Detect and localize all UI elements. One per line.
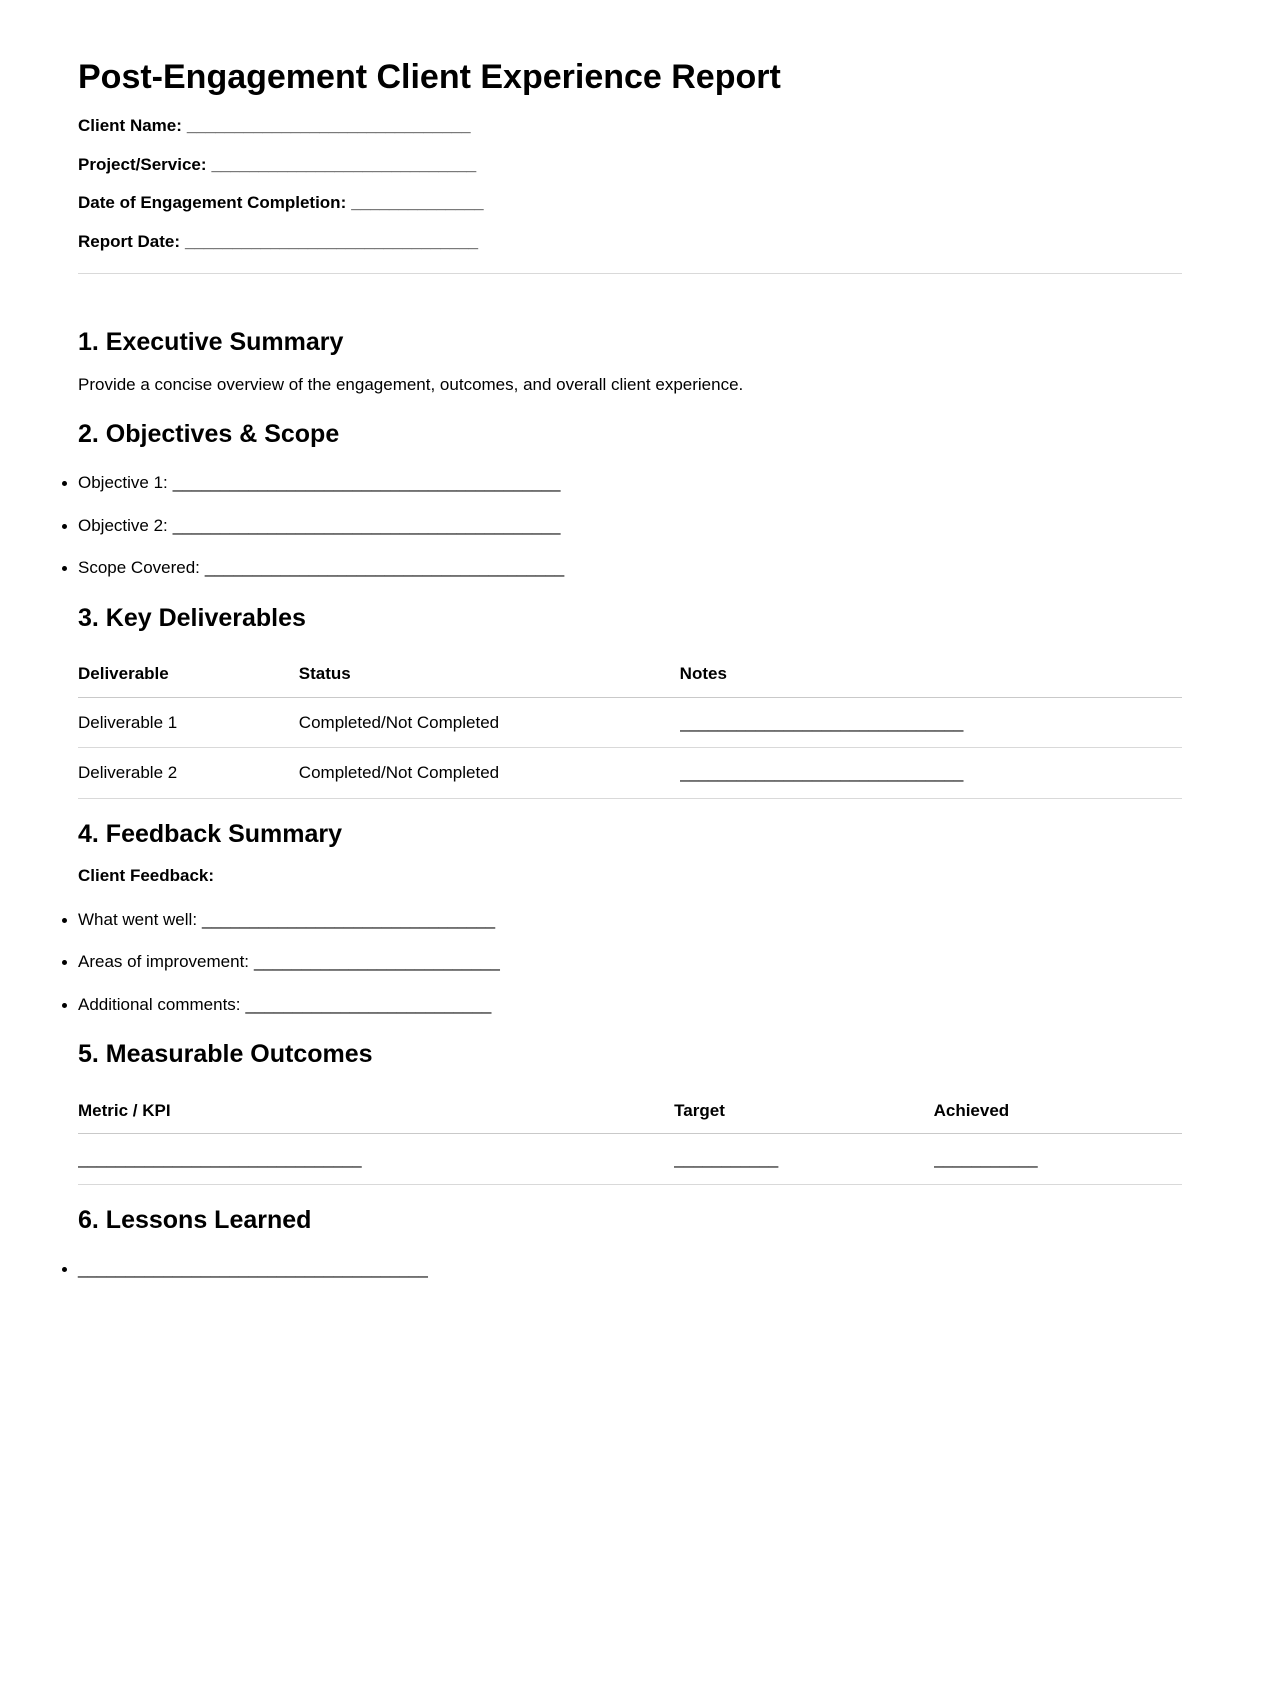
column-header-target: Target bbox=[674, 1087, 933, 1134]
list-item-objective-2 bbox=[78, 516, 1182, 536]
field-project-service bbox=[78, 155, 1182, 175]
deliverable-1-notes-blank: ______________________________ bbox=[680, 697, 1182, 748]
additional-comments-blank: __________________________ bbox=[245, 994, 492, 1014]
scope-covered-blank: ______________________________________ bbox=[204, 558, 565, 578]
additional-comments-label: Additional comments: bbox=[78, 994, 241, 1014]
column-header-notes: Notes bbox=[680, 650, 1182, 697]
column-header-achieved: Achieved bbox=[934, 1087, 1182, 1134]
field-engagement-completion-date-blank: ______________ bbox=[351, 193, 484, 213]
list-item-areas-of-improvement bbox=[78, 952, 1182, 972]
deliverable-2-notes-blank: ______________________________ bbox=[680, 748, 1182, 799]
field-project-service-blank: ____________________________ bbox=[211, 154, 477, 174]
section-divider bbox=[78, 273, 1182, 274]
client-feedback-label: Client Feedback: bbox=[78, 866, 215, 886]
objective-1-label: Objective 1: bbox=[78, 473, 168, 493]
field-client-name-label: Client Name: bbox=[78, 116, 182, 136]
areas-of-improvement-blank: __________________________ bbox=[254, 952, 500, 972]
objective-1-blank: _________________________________________ bbox=[172, 473, 561, 493]
measurable-outcomes-table bbox=[78, 1087, 1182, 1185]
target-blank: ___________ bbox=[674, 1134, 933, 1185]
table-header-row bbox=[78, 650, 1182, 697]
heading-executive-summary: 1. Executive Summary bbox=[78, 328, 344, 357]
column-header-deliverable: Deliverable bbox=[78, 650, 299, 697]
table-row bbox=[78, 748, 1182, 799]
field-client-name bbox=[78, 116, 1182, 136]
page-title: Post-Engagement Client Experience Report bbox=[78, 58, 781, 96]
heading-feedback-summary: 4. Feedback Summary bbox=[78, 819, 343, 848]
field-client-name-blank: ______________________________ bbox=[186, 116, 471, 136]
metric-kpi-blank: ______________________________ bbox=[78, 1134, 674, 1185]
field-report-date-label: Report Date: bbox=[78, 231, 181, 251]
objectives-scope-list bbox=[78, 473, 1182, 578]
table-header-row bbox=[78, 1087, 1182, 1134]
areas-of-improvement-label: Areas of improvement: bbox=[78, 952, 250, 972]
deliverable-1-name: Deliverable 1 bbox=[78, 697, 299, 748]
key-deliverables-table bbox=[78, 650, 1182, 799]
list-item-objective-1 bbox=[78, 473, 1182, 493]
deliverable-2-name: Deliverable 2 bbox=[78, 748, 299, 799]
table-row bbox=[78, 1134, 1182, 1185]
achieved-blank: ___________ bbox=[934, 1134, 1182, 1185]
lessons-learned-list bbox=[78, 1259, 1182, 1279]
field-report-date-blank: _______________________________ bbox=[185, 231, 479, 251]
field-report-date bbox=[78, 232, 1182, 252]
heading-objectives-scope: 2. Objectives & Scope bbox=[78, 420, 340, 449]
list-item-what-went-well bbox=[78, 910, 1182, 930]
heading-key-deliverables: 3. Key Deliverables bbox=[78, 603, 306, 632]
table-row bbox=[78, 697, 1182, 748]
deliverable-1-status: Completed/Not Completed bbox=[299, 697, 680, 748]
field-engagement-completion-date-label: Date of Engagement Completion: bbox=[78, 193, 347, 213]
column-header-status: Status bbox=[299, 650, 680, 697]
field-project-service-label: Project/Service: bbox=[78, 154, 207, 174]
what-went-well-label: What went well: bbox=[78, 909, 198, 929]
list-item-lesson bbox=[78, 1259, 1182, 1279]
list-item-additional-comments bbox=[78, 995, 1182, 1015]
heading-measurable-outcomes: 5. Measurable Outcomes bbox=[78, 1040, 373, 1069]
column-header-metric-kpi: Metric / KPI bbox=[78, 1087, 674, 1134]
what-went-well-blank: _______________________________ bbox=[202, 909, 496, 929]
field-engagement-completion-date bbox=[78, 193, 1182, 213]
objective-2-blank: _________________________________________ bbox=[172, 515, 561, 535]
objective-2-label: Objective 2: bbox=[78, 515, 168, 535]
scope-covered-label: Scope Covered: bbox=[78, 558, 200, 578]
heading-lessons-learned: 6. Lessons Learned bbox=[78, 1205, 312, 1234]
lesson-blank: _____________________________________ bbox=[78, 1258, 428, 1278]
executive-summary-description: Provide a concise overview of the engagement, outcomes, and overall client experience. bbox=[78, 374, 744, 394]
feedback-list bbox=[78, 910, 1182, 1015]
list-item-scope-covered bbox=[78, 558, 1182, 578]
deliverable-2-status: Completed/Not Completed bbox=[299, 748, 680, 799]
